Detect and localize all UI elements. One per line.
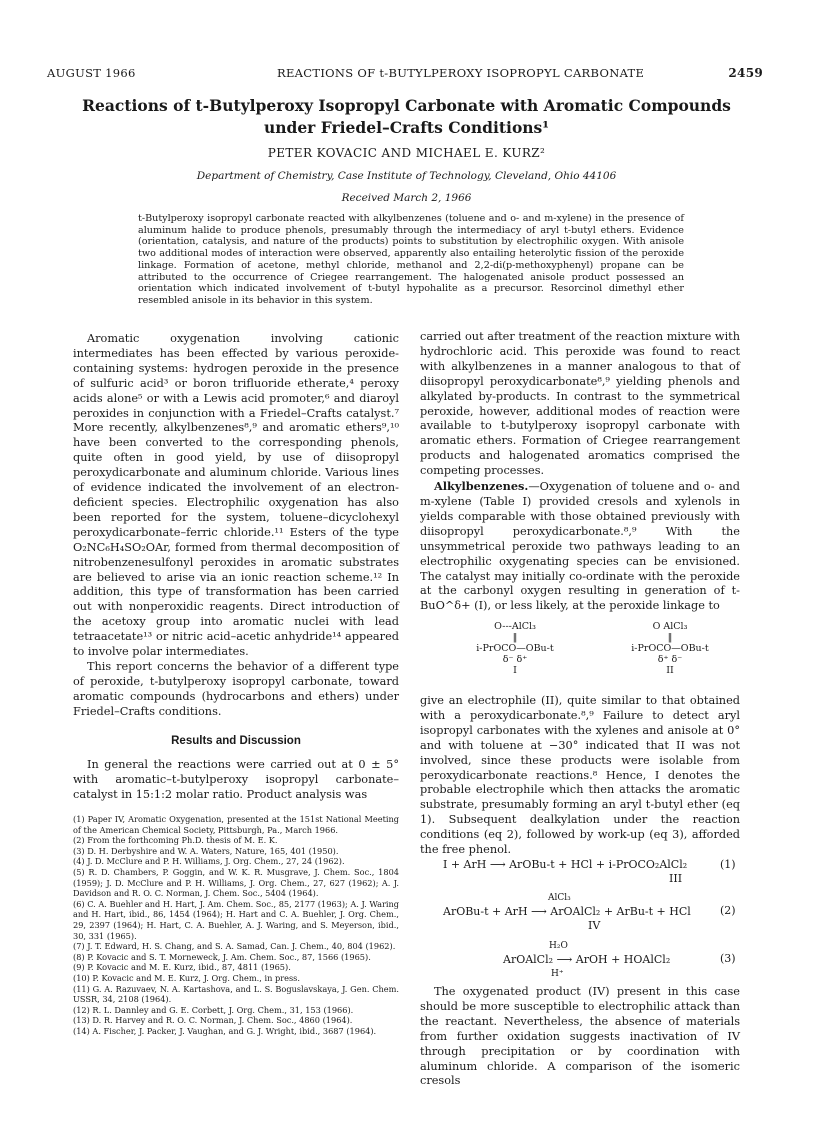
- paragraph: The oxygenated product (IV) present in this case should be more susceptible to electrophilic attack than the reactant. Nevertheless, the absence of materials from further oxidation suggests inactivation of IV through precipitation or by coordination with aluminum chloride. A comparison of the isomeric cresols: [420, 985, 740, 1088]
- structure-I-charges: δ⁻ δ⁺: [502, 654, 528, 665]
- equation-3-body: ArOAlCl₂ ⟶ ArOH + HOAlCl₂: [503, 953, 671, 966]
- footnote: (7) J. T. Edward, H. S. Chang, and S. A. Samad, Can. J. Chem., 40, 804 (1962).: [73, 941, 396, 952]
- footnote: (2) From the forthcoming Ph.D. thesis of M. E. K.: [73, 835, 278, 846]
- right-column-end: [420, 985, 740, 1089]
- structure-II-top: O AlCl₃: [652, 621, 688, 632]
- structure-II: [610, 621, 730, 676]
- structure-I-body: i-PrOCO—OBu-t: [476, 643, 554, 654]
- equation-1: [443, 858, 713, 886]
- header-running-title: REACTIONS OF t-BUTYLPEROXY ISOPROPYL CARBONATE: [277, 66, 645, 80]
- equation-1-body: I + ArH ⟶ ArOBu-t + HCl + i-PrOCO₂AlCl₂: [443, 858, 688, 871]
- equation-3: [503, 939, 713, 981]
- paragraph-text: —Oxygenation of toluene and o- and m-xylene (Table I) provided cresols and xylenols in yields comparable with those obtained previously with diisopropyl peroxydicarbonate.⁸,⁹ With the unsymmetrical peroxide two pathways leading to an electrophilic oxygenating species can be envisioned. The catalyst may initially co-ordinate with the peroxide at the carbonyl oxygen resulting in generation of t-BuO^δ+ (I), or less likely, at the peroxide linkage to: [420, 480, 740, 613]
- footnote: (9) P. Kovacic and M. E. Kurz, ibid., 87, 4811 (1965).: [73, 962, 291, 973]
- footnote: (11) G. A. Razuvaev, N. A. Kartashova, and L. S. Boguslavskaya, J. Gen. Chem. USSR, 34, 2108 (1964).: [73, 983, 399, 1005]
- article-title: [60, 95, 753, 139]
- footnote: (12) R. L. Dannley and G. E. Corbett, J. Org. Chem., 31, 153 (1966).: [73, 1004, 354, 1015]
- footnote: (8) P. Kovacic and S. T. Morneweck, J. Am. Chem. Soc., 87, 1566 (1965).: [73, 951, 371, 962]
- footnote: (13) D. R. Harvey and R. O. C. Norman, J. Chem. Soc., 4860 (1964).: [73, 1015, 353, 1026]
- equation-3-number: (3): [720, 952, 736, 965]
- equation-2-number: (2): [720, 904, 736, 917]
- authors: PETER KOVACIC AND MICHAEL E. KURZ²: [267, 146, 546, 160]
- equation-2-sub: IV: [588, 919, 601, 932]
- paragraph: give an electrophile (II), quite similar to that obtained with a peroxydicarbonate.⁸,⁹ Failure to detect aryl isopropyl carbonates with the xylenes and anisole at 0° and with toluene at −30° indicated that II was not involved, since these products were isolable from peroxydicarbonate reactions.⁸ Hence, I denotes the probable electrophile which then attacks the aromatic substrate, presumably forming an aryl t-butyl ether (eq 1). Subsequent dealkylation under the reaction conditions (eq 2), followed by work-up (eq 3), afforded the free phenol.: [420, 694, 740, 857]
- structure-II-label: II: [666, 665, 674, 676]
- running-header: [47, 66, 763, 82]
- footnote: (3) D. H. Derbyshire and W. A. Waters, Nature, 165, 401 (1950).: [73, 845, 339, 856]
- equation-3-over: H₂O: [549, 941, 568, 951]
- equation-3-under: H⁺: [551, 969, 564, 979]
- title-line-1: Reactions of t-Butylperoxy Isopropyl Carbonate with Aromatic Compounds: [82, 96, 731, 115]
- structure-I-label: I: [513, 665, 517, 676]
- page-number: 2459: [728, 66, 763, 80]
- equation-1-number: (1): [720, 858, 736, 871]
- footnotes: [73, 814, 399, 1036]
- structure-II-bond: ‖: [667, 632, 673, 643]
- equation-1-sub: III: [669, 872, 683, 885]
- equation-2-body: ArOBu-t + ArH ⟶ ArOAlCl₂ + ArBu-t + HCl: [443, 905, 691, 918]
- left-column: [73, 332, 399, 803]
- affiliation: Department of Chemistry, Case Institute of Technology, Cleveland, Ohio 44106: [196, 170, 617, 182]
- right-column-cont: [420, 694, 740, 858]
- footnote: (6) C. A. Buehler and H. Hart, J. Am. Chem. Soc., 85, 2177 (1963); A. J. Waring and H. Hart, ibid., 86, 1454 (1964); H. Hart and C. A. Buehler, J. Org. Chem., 29, 2397 (1964); H. Hart, C. A. Buehler, A. J. Waring, and S. Meyerson, ibid., 30, 331 (1965).: [73, 898, 399, 941]
- footnote: (10) P. Kovacic and M. E. Kurz, J. Org. Chem., in press.: [73, 972, 300, 983]
- abstract: t-Butylperoxy isopropyl carbonate reacted with alkylbenzenes (toluene and o- and m-xylene) in the presence of aluminum halide to produce phenols, presumably through the intermediacy of aryl t-butyl ethers. Evidence (orientation, catalysis, and nature of the products) points to substitution by electrophilic oxygen. With anisole two additional modes of interaction were observed, apparently also entailing heterolytic fission of the peroxide linkage. Formation of acetone, methyl chloride, methanol and 2,2-di(p-methoxyphenyl) propane can be attributed to the occurrence of Criegee rearrangement. The halogenated anisole product possessed an orientation which indicated involvement of t-butyl hypohalite as a precursor. Resorcinol dimethyl ether resembled anisole in its behavior in this system.: [138, 213, 684, 306]
- paragraph: This report concerns the behavior of a different type of peroxide, t-butylperoxy isopropyl carbonate, toward aromatic compounds (hydrocarbons and ethers) under Friedel–Crafts conditions.: [73, 659, 399, 718]
- paragraph: Aromatic oxygenation involving cationic intermediates has been effected by various peroxide-containing systems: hydrogen peroxide in the presence of sulfuric acid³ or boron trifluoride etherate,⁴ peroxy acids alone⁵ or with a Lewis acid promoter,⁶ and diaroyl peroxides in conjunction with a Friedel–Crafts catalyst.⁷ More recently, alkylbenzenes⁸,⁹ and aromatic ethers⁹,¹⁰ have been converted to the corresponding phenols, quite often in good yield, by use of diisopropyl peroxydicarbonate and aluminum chloride. Various lines of evidence indicated the involvement of an electron-deficient species. Electrophilic oxygenation has also been reported for the system, toluene–dicyclohexyl peroxydicarbonate–ferric chloride.¹¹ Esters of the type O₂NC₆H₄SO₂OAr, formed from thermal decomposition of nitrobenzenesulfonyl peroxides in aromatic substrates are believed to arise via an ionic reaction scheme.¹² In addition, this type of transformation has been carried out with nonperoxidic reagents. Direct introduction of the acetoxy group into aromatic nuclei with lead tetraacetate¹³ or nitric acid–acetic anhydride¹⁴ appeared to involve polar intermediates.: [73, 332, 399, 659]
- received-date: Received March 2, 1966: [341, 192, 472, 204]
- header-date: AUGUST 1966: [47, 66, 136, 80]
- structure-I: [455, 621, 575, 676]
- structure-I-top: O---AlCl₃: [494, 621, 536, 632]
- structure-II-body: i-PrOCO—OBu-t: [631, 643, 709, 654]
- title-line-2: under Friedel–Crafts Conditions¹: [263, 118, 550, 137]
- paragraph: In general the reactions were carried out at 0 ± 5° with aromatic–t-butylperoxy isopropyl carbonate–catalyst in 15:1:2 molar ratio. Product analysis was: [73, 758, 399, 802]
- structure-II-charges: δ⁺ δ⁻: [657, 654, 683, 665]
- footnote: (1) Paper IV, Aromatic Oxygenation, presented at the 151st National Meeting of the American Chemical Society, Pittsburgh, Pa., March 1966.: [73, 814, 399, 835]
- subheading: Alkylbenzenes.: [434, 479, 529, 494]
- footnote: (14) A. Fischer, J. Packer, J. Vaughan, and G. J. Wright, ibid., 3687 (1964).: [73, 1025, 377, 1036]
- paragraph: carried out after treatment of the reaction mixture with hydrochloric acid. This peroxide was found to react with alkylbenzenes in a manner analogous to that of diisopropyl peroxydicarbonate⁸,⁹ yielding phenols and alkylated by-products. In contrast to the symmetrical peroxide, however, additional modes of reaction were available to t-butylperoxy isopropyl carbonate with aromatic ethers. Formation of Criegee rearrangement products and halogenated aromatics comprised the competing processes.: [420, 330, 740, 478]
- equation-2: [443, 891, 713, 933]
- structure-I-bond: ‖: [512, 632, 518, 643]
- equation-2-catalyst: AlCl₃: [548, 893, 571, 903]
- right-column: [420, 330, 740, 614]
- footnote: (4) J. D. McClure and P. H. Williams, J. Org. Chem., 27, 24 (1962).: [73, 856, 345, 867]
- paragraph-alkylbenzenes: [420, 479, 740, 614]
- section-heading: Results and Discussion: [171, 734, 301, 747]
- footnote: (5) R. D. Chambers, P. Goggin, and W. K. R. Musgrave, J. Chem. Soc., 1804 (1959); J. D. McClure and P. H. Williams, J. Org. Chem., 27, 627 (1962); A. J. Davidson and R. O. C. Norman, J. Chem. Soc., 5404 (1964).: [73, 866, 399, 899]
